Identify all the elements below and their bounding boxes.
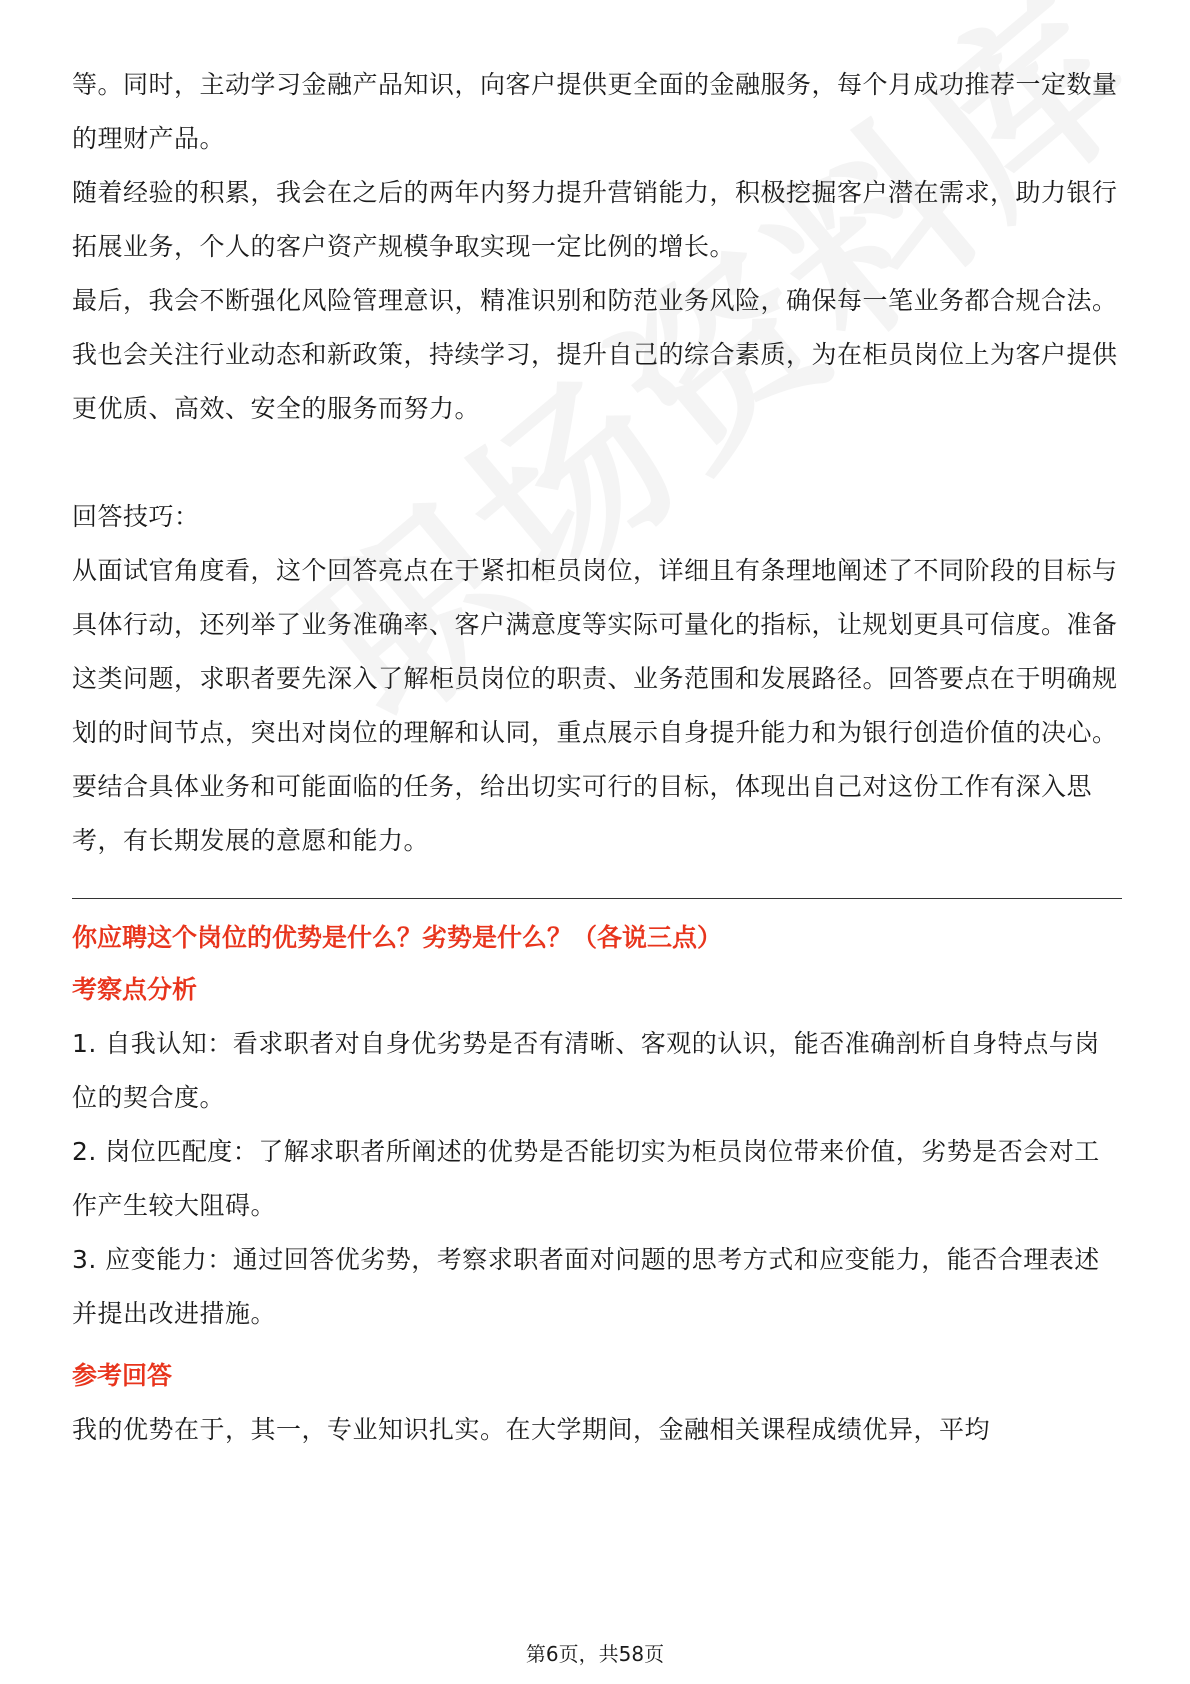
analysis-item: 2. 岗位匹配度：了解求职者所阐述的优势是否能切实为柜员岗位带来价值，劣势是否会对工作产生较大阻碍。	[72, 1137, 1100, 1220]
analysis-heading: 考察点分析	[72, 975, 198, 1004]
analysis-item: 1. 自我认知：看求职者对自身优劣势是否有清晰、客观的认识，能否准确剖析自身特点与岗位的契合度。	[72, 1029, 1100, 1112]
analysis-item: 3. 应变能力：通过回答优劣势，考察求职者面对问题的思考方式和应变能力，能否合理表述并提出改进措施。	[72, 1245, 1100, 1328]
intro-paragraph: 等。同时，主动学习金融产品知识，向客户提供更全面的金融服务，每个月成功推荐一定数量的理财产品。	[72, 70, 1118, 153]
spacer	[72, 436, 1122, 490]
section-divider	[72, 898, 1122, 899]
reference-paragraph: 我的优势在于，其一，专业知识扎实。在大学期间，金融相关课程成绩优异，平均	[72, 1415, 991, 1444]
question-title: 你应聘这个岗位的优势是什么？劣势是什么？（各说三点）	[72, 923, 723, 952]
reference-heading: 参考回答	[72, 1361, 173, 1390]
intro-paragraph: 随着经验的积累，我会在之后的两年内努力提升营销能力，积极挖掘客户潜在需求，助力银行拓展业务，个人的客户资产规模争取实现一定比例的增长。	[72, 178, 1118, 261]
tips-heading: 回答技巧：	[72, 502, 200, 531]
tips-paragraph: 从面试官角度看，这个回答亮点在于紧扣柜员岗位，详细且有条理地阐述了不同阶段的目标与具体行动，还列举了业务准确率、客户满意度等实际可量化的指标，让规划更具可信度。准备这类问题，求职者要先深入了解柜员岗位的职责、业务范围和发展路径。回答要点在于明确规划的时间节点，突出对岗位的理解和认同，重点展示自身提升能力和为银行创造价值的决心。要结合具体业务和可能面临的任务，给出切实可行的目标，体现出自己对这份工作有深入思考，有长期发展的意愿和能力。	[72, 556, 1118, 855]
page-footer: 第6页，共58页	[525, 1642, 665, 1666]
document-body	[72, 58, 1122, 1457]
intro-paragraph: 最后，我会不断强化风险管理意识，精准识别和防范业务风险，确保每一笔业务都合规合法。我也会关注行业动态和新政策，持续学习，提升自己的综合素质，为在柜员岗位上为客户提供更优质、高效、安全的服务而努力。	[72, 286, 1118, 423]
